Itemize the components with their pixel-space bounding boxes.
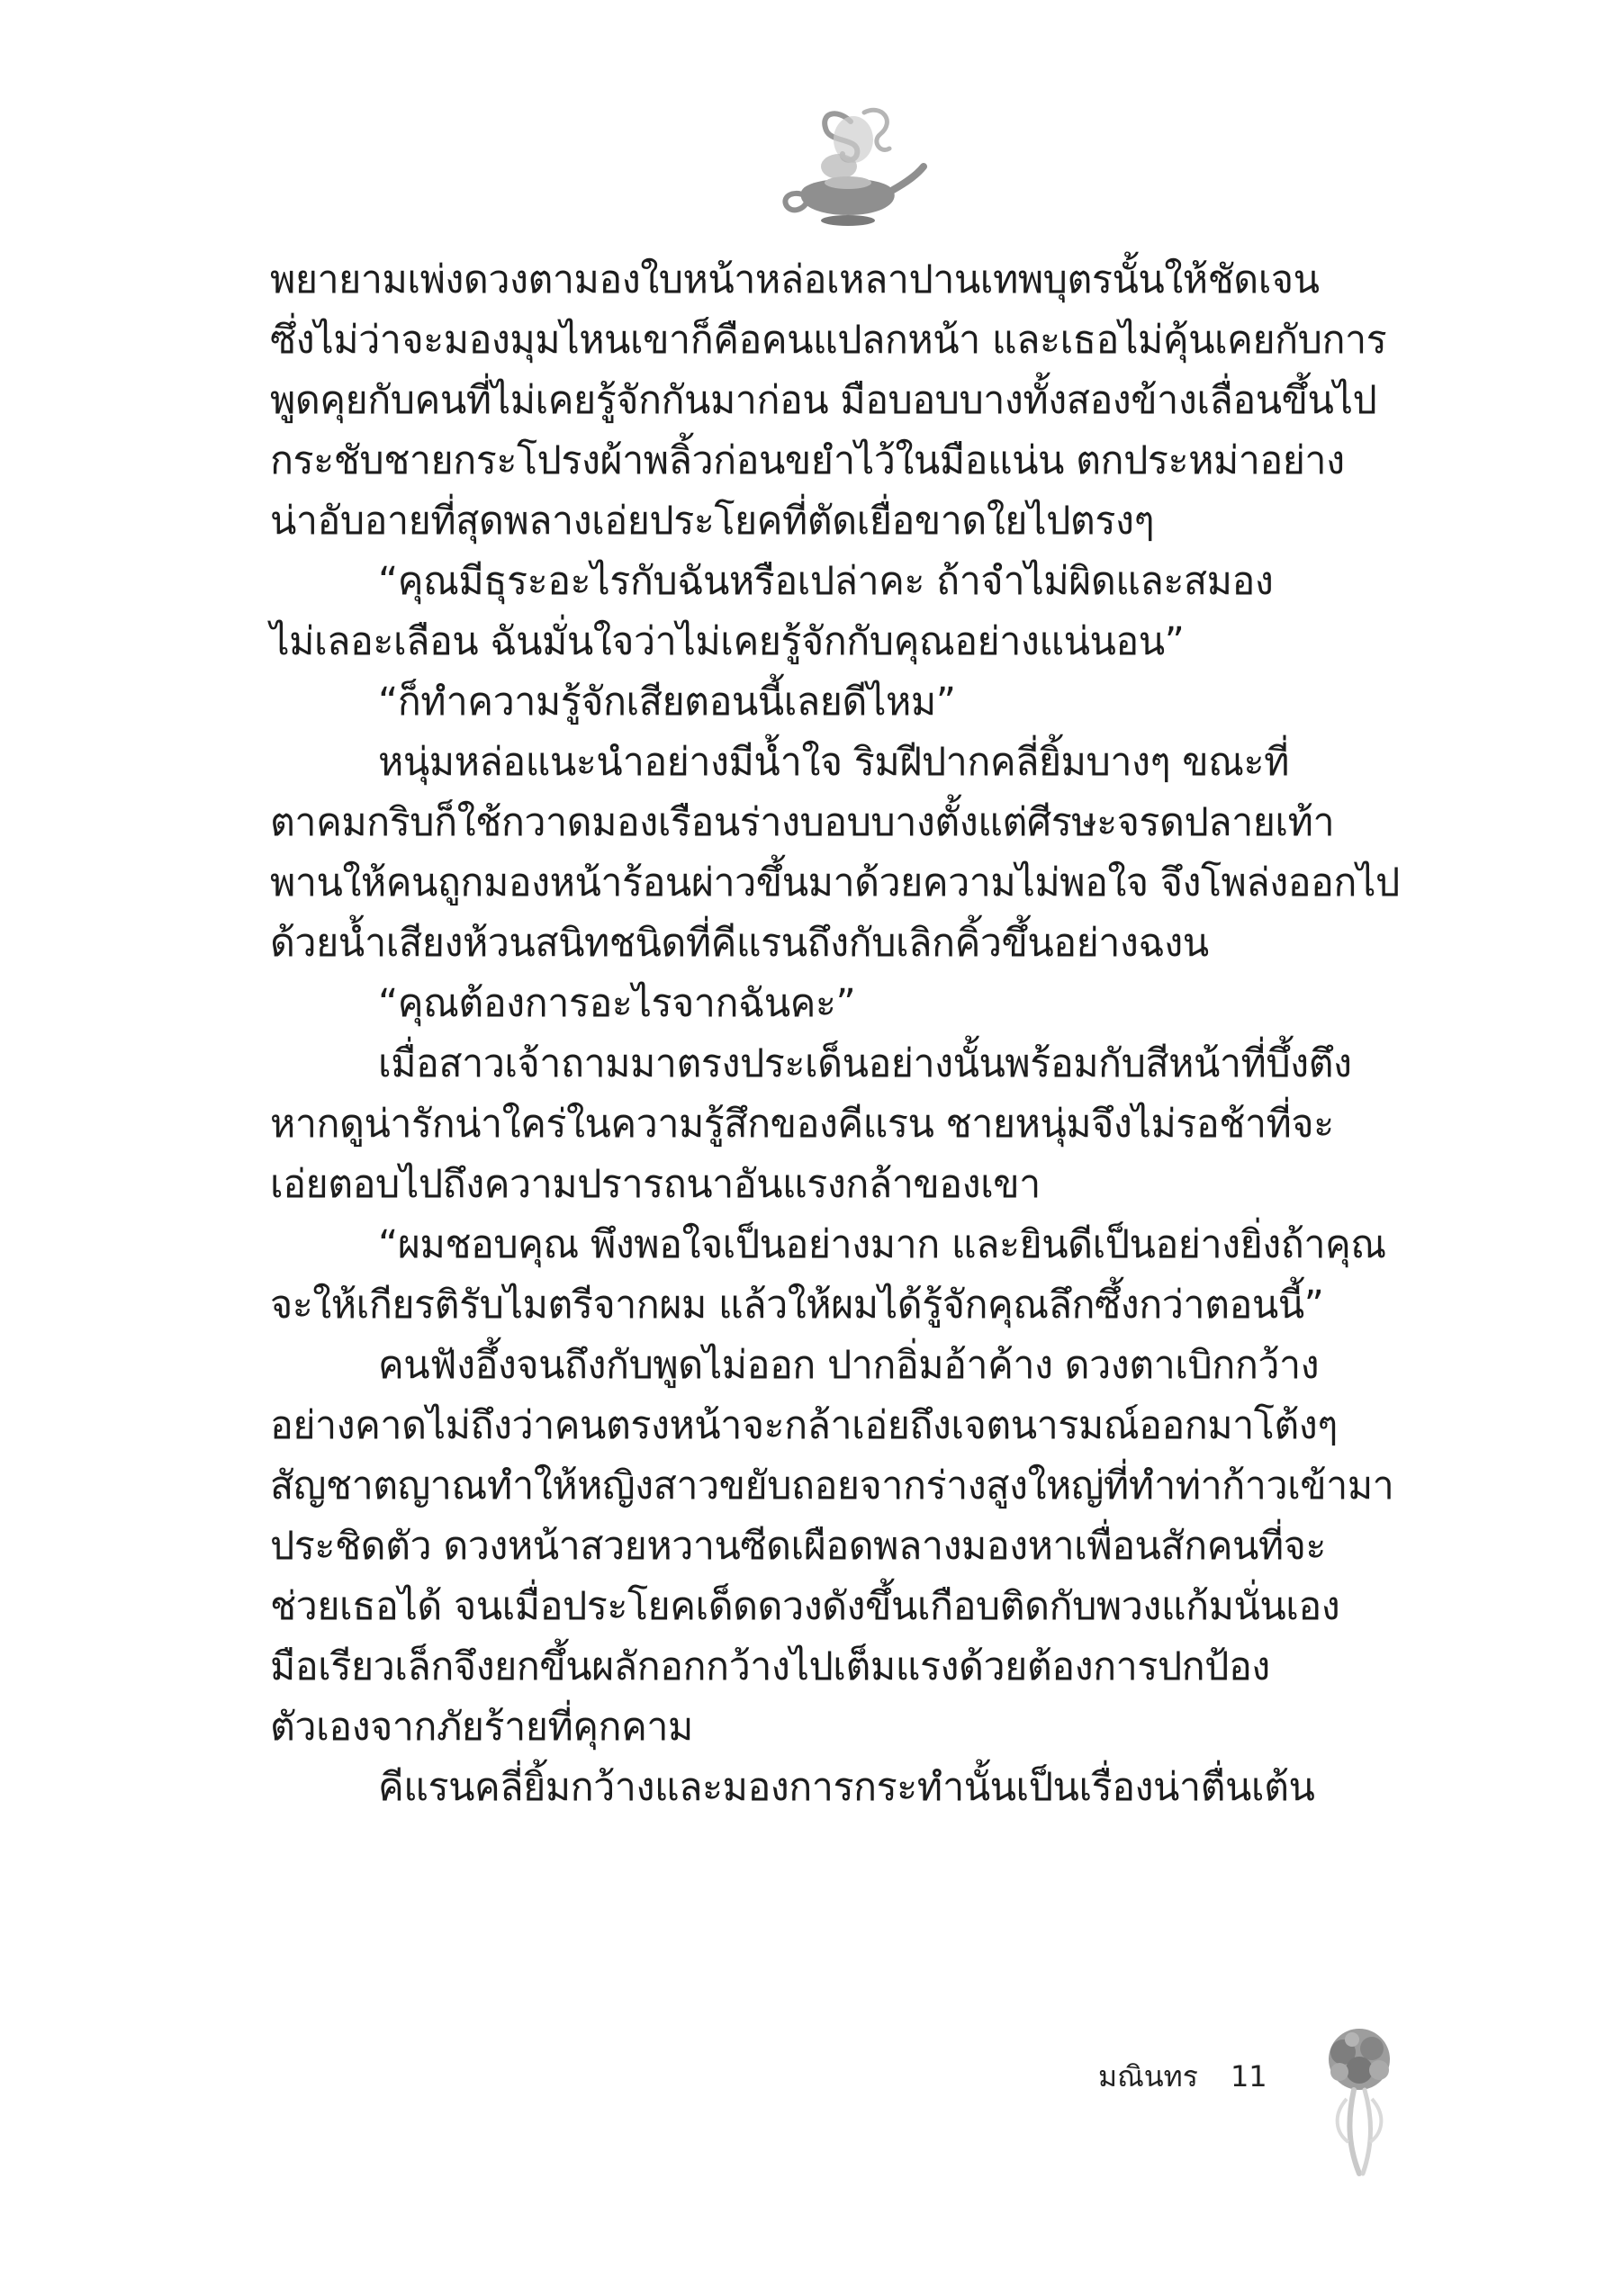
text-line: เอ่ยตอบไปถึงความปรารถนาอันแรงกล้าของเขา [270,1162,1041,1207]
book-title: มณินทร [1098,2058,1198,2093]
text-line: “คุณต้องการอะไรจากฉันคะ” [378,981,856,1026]
text-line: น่าอับอายที่สุดพลางเอ่ยประโยคที่ตัดเยื่อขาดใยไปตรงๆ [270,499,1155,544]
text-line: หนุ่มหล่อแนะนำอย่างมีน้ำใจ ริมฝีปากคลี่ยิ้มบางๆ ขณะที่ [378,740,1289,785]
text-line: มือเรียวเล็กจึงยกขึ้นผลักอกกว้างไปเต็มแรงด้วยต้องการปกป้อง [270,1644,1270,1689]
text-line: ช่วยเธอได้ จนเมื่อประโยคเด็ดดวงดังขึ้นเกือบติดกับพวงแก้มนั่นเอง [270,1584,1340,1629]
text-line: คนฟังอึ้งจนถึงกับพูดไม่ออก ปากอิ่มอ้าค้าง ดวงตาเบิกกว้าง [378,1343,1320,1388]
text-line: “ผมชอบคุณ พึงพอใจเป็นอย่างมาก และยินดีเป็นอย่างยิ่งถ้าคุณ [378,1222,1386,1267]
genie-lamp-icon [774,104,927,230]
page-footer [1098,2054,1267,2099]
text-line: พยายามเพ่งดวงตามองใบหน้าหล่อเหลาปานเทพบุตรนั้นให้ชัดเจน [270,257,1320,302]
text-line: ตาคมกริบก็ใช้กวาดมองเรือนร่างบอบบางตั้งแต่ศีรษะจรดปลายเท้า [270,800,1335,845]
text-line: ประชิดตัว ดวงหน้าสวยหวานซีดเผือดพลางมองหาเพื่อนสักคนที่จะ [270,1524,1326,1569]
text-line: กระชับชายกระโปรงผ้าพลิ้วก่อนขยำไว้ในมือแน่น ตกประหม่าอย่าง [270,438,1345,483]
body-text [270,250,1400,1818]
text-line: สัญชาตญาณทำให้หญิงสาวขยับถอยจากร่างสูงใหญ่ที่ทำท่าก้าวเข้ามา [270,1463,1394,1508]
text-line: “ก็ทำความรู้จักเสียตอนนี้เลยดีไหม” [378,680,956,725]
text-line: ซึ่งไม่ว่าจะมองมุมไหนเขาก็คือคนแปลกหน้า และเธอไม่คุ้นเคยกับการ [270,318,1387,363]
text-line: ไม่เลอะเลือน ฉันมั่นใจว่าไม่เคยรู้จักกับคุณอย่างแน่นอน” [270,619,1185,664]
text-line: คีแรนคลี่ยิ้มกว้างและมองการกระทำนั้นเป็นเรื่องน่าตื่นเต้น [378,1765,1315,1810]
text-line: พูดคุยกับคนที่ไม่เคยรู้จักกันมาก่อน มือบอบบางทั้งสองข้างเลื่อนขึ้นไป [270,378,1377,423]
text-line: เมื่อสาวเจ้าถามมาตรงประเด็นอย่างนั้นพร้อมกับสีหน้าที่บึ้งตึง [378,1041,1352,1086]
text-line: “คุณมีธุระอะไรกับฉันหรือเปล่าคะ ถ้าจำไม่ผิดและสมอง [378,559,1274,604]
text-line: ตัวเองจากภัยร้ายที่คุกคาม [270,1705,693,1750]
flower-bouquet-icon [1296,2016,1422,2178]
page-number: 11 [1230,2059,1267,2093]
text-line: ด้วยน้ำเสียงห้วนสนิทชนิดที่คีแรนถึงกับเลิกคิ้วขึ้นอย่างฉงน [270,921,1209,966]
text-line: จะให้เกียรติรับไมตรีจากผม แล้วให้ผมได้รู้จักคุณลึกซึ้งกว่าตอนนี้” [270,1283,1324,1328]
text-line: หากดูน่ารักน่าใคร่ในความรู้สึกของคีแรน ชายหนุ่มจึงไม่รอช้าที่จะ [270,1102,1334,1147]
text-line: พานให้คนถูกมองหน้าร้อนผ่าวขึ้นมาด้วยความไม่พอใจ จึงโพล่งออกไป [270,860,1400,905]
text-line: อย่างคาดไม่ถึงว่าคนตรงหน้าจะกล้าเอ่ยถึงเจตนารมณ์ออกมาโต้งๆ [270,1403,1338,1448]
